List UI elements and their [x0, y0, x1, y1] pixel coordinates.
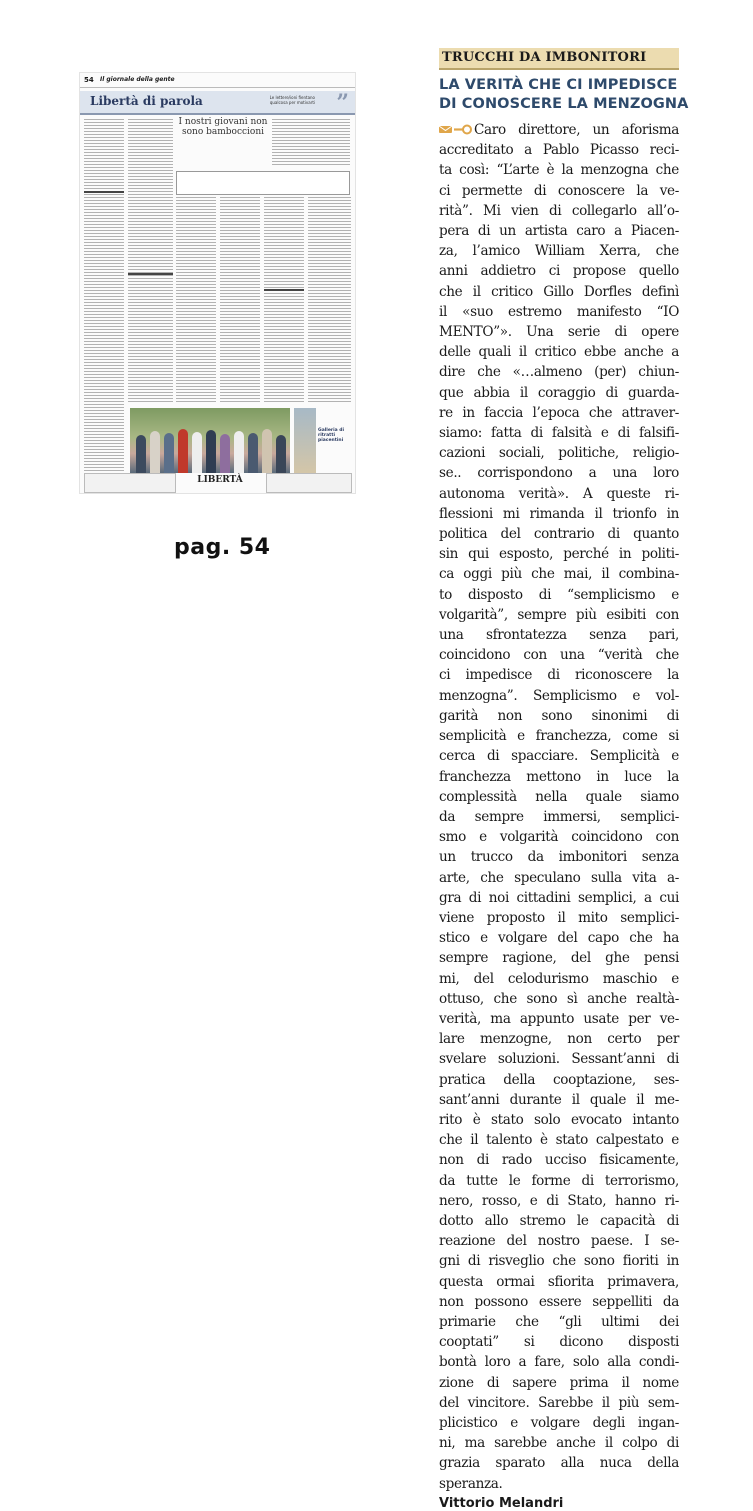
body-line: questa ormai sfiorita primavera,	[439, 1273, 679, 1290]
thumbnail-masthead	[80, 91, 355, 115]
thumbnail-column	[272, 119, 350, 167]
body-line: menzogna”. Semplicismo e vol-	[439, 687, 679, 704]
body-line: rito è stato solo evocato intanto	[439, 1111, 679, 1128]
body-line: que abbia il coraggio di guarda-	[439, 384, 679, 401]
body-line: stico e volgare del capo che ha	[439, 930, 679, 947]
thumbnail-column	[264, 197, 304, 403]
thumbnail-column	[84, 119, 124, 479]
article-signature: Vittorio Melandri	[439, 1495, 564, 1511]
body-line: nero, rosso, e di Stato, hanno ri-	[439, 1192, 679, 1209]
body-line: gra di noi cittadini semplici, a cui	[439, 889, 679, 906]
body-line: pera di un artista caro a Piacen-	[439, 223, 679, 240]
body-line: delle quali il critico ebbe anche a	[439, 344, 679, 361]
body-line: se.. corrispondono a una loro	[439, 465, 679, 482]
thumbnail-footer-logo: LIBERTÀ	[197, 475, 243, 485]
body-line: anni addietro ci propose quello	[439, 263, 679, 280]
thumbnail-letter-heading: I nostri giovani non sono bamboccioni	[178, 117, 268, 137]
body-line: gni di risveglio che sono fioriti in	[439, 1253, 679, 1270]
body-line: primarie che “gli ultimi dei	[439, 1313, 679, 1330]
body-line: plicistico e volgare degli ingan-	[439, 1415, 679, 1431]
headline-line: LA VERITÀ CHE CI IMPEDISCE	[439, 77, 678, 93]
body-line: reazione del nostro paese. I se-	[439, 1233, 679, 1250]
body-line: arte, che speculano sulla vita a-	[439, 869, 679, 886]
thumbnail-divider	[264, 289, 304, 291]
page-thumbnail	[79, 72, 356, 494]
thumbnail-top-bar	[80, 73, 355, 88]
body-line	[439, 120, 679, 140]
body-line: accreditato a Pablo Picasso reci-	[439, 142, 679, 159]
body-line: semplicità e franchezza, come si	[439, 728, 679, 745]
body-line: verità, ma appunto usate per ve-	[439, 1010, 679, 1027]
headline-line: DI CONOSCERE LA MENZOGNA	[439, 96, 689, 112]
thumbnail-column	[128, 119, 173, 404]
body-line: non di rado ucciso fisicamente,	[439, 1152, 679, 1169]
body-line-text: Caro direttore, un aforisma	[474, 122, 679, 138]
body-line: ci permette di conoscere la ve-	[439, 182, 679, 199]
body-line: garità non sono sinonimi di	[439, 707, 679, 724]
thumbnail-notice-box	[176, 171, 350, 195]
article-body	[439, 120, 679, 1494]
thumbnail-photo-caption: Galleria di ritratti piacentini	[318, 428, 344, 443]
body-line: politica del contrario di quanto	[439, 526, 679, 543]
body-line: franchezza mettono in luce la	[439, 768, 679, 785]
body-line: una sfrontatezza senza pari,	[439, 627, 679, 644]
page-label: pag. 54	[174, 535, 271, 560]
article-kicker: TRUCCHI DA IMBONITORI	[439, 48, 679, 70]
thumbnail-group-photo	[130, 408, 290, 473]
body-line: lare menzogne, non certo per	[439, 1031, 679, 1048]
thumbnail-section-subtitle: Le lettere/ioni fientano qualcosa per motivarti	[269, 95, 315, 105]
body-line: re in faccia l’epoca che attraver-	[439, 404, 679, 421]
body-line: che il critico Gillo Dorfles definì	[439, 283, 679, 300]
body-line: sempre ragione, del ghe pensi	[439, 950, 679, 967]
thumbnail-page-number: 54	[84, 76, 94, 84]
letter-arrow-icon	[439, 123, 472, 135]
thumbnail-footer-box	[266, 473, 352, 493]
body-line: za, l’amico William Xerra, che	[439, 243, 679, 260]
body-line: pratica della cooptazione, ses-	[439, 1071, 679, 1088]
body-line: cooptati” si dicono disposti	[439, 1334, 679, 1351]
body-line: un trucco da imbonitori senza	[439, 849, 679, 866]
body-line: svelare soluzioni. Sessant’anni di	[439, 1051, 679, 1068]
body-line: da tutte le forme di terrorismo,	[439, 1172, 679, 1189]
body-line: MENTO”». Una serie di opere	[439, 324, 679, 341]
body-line: dotto allo stremo le capacità di	[439, 1212, 679, 1229]
body-line: ni, ma sarebbe anche il colpo di	[439, 1435, 679, 1452]
body-line: coincidono con una “verità che	[439, 647, 679, 664]
thumbnail-portrait-photo	[294, 408, 316, 473]
body-line: autonoma verità». A queste ri-	[439, 485, 679, 502]
body-line: zione di sapere prima il nome	[439, 1374, 679, 1391]
body-line: viene proposto il mito semplici-	[439, 909, 679, 926]
body-line: ci impedisce di riconoscere la	[439, 667, 679, 684]
thumbnail-divider	[84, 191, 124, 193]
body-line: volgarità”, sempre più esibiti con	[439, 606, 679, 623]
quote-mark-icon: ”	[336, 90, 349, 116]
thumbnail-paper-name: Il giornale della gente	[100, 76, 175, 83]
article-headline	[439, 76, 689, 114]
body-line: to disposto di “semplicismo e	[439, 586, 679, 603]
body-line: smo e volgarità coincidono con	[439, 829, 679, 846]
body-line: bontà loro a fare, solo alla condi-	[439, 1354, 679, 1371]
body-line: speranza.	[439, 1475, 503, 1492]
body-line: ca oggi più che mai, il combina-	[439, 566, 679, 583]
body-line: sin qui esposto, perché in politi-	[439, 546, 679, 563]
thumbnail-column	[308, 197, 351, 403]
letter-article	[439, 48, 689, 1511]
body-line: ta così: “L’arte è la menzogna che	[439, 162, 679, 179]
body-line: sant’anni durante il quale il me-	[439, 1091, 679, 1108]
body-line: rità”. Mi vien di collegarlo all’o-	[439, 202, 679, 219]
body-line: flessioni mi rimanda il trionfo in	[439, 505, 679, 522]
body-line: dire che «…almeno (per) chiun-	[439, 364, 679, 381]
body-line: da sempre immersi, semplici-	[439, 808, 679, 825]
body-line: non possono essere seppelliti da	[439, 1293, 679, 1310]
thumbnail-divider	[128, 273, 173, 275]
body-line: cerca di spacciare. Semplicità e	[439, 748, 679, 765]
thumbnail-column	[176, 197, 216, 403]
body-line: che il talento è stato calpestato e	[439, 1132, 679, 1149]
thumbnail-footer-box	[84, 473, 176, 493]
thumbnail-column	[220, 197, 260, 403]
body-line: cazioni sociali, politiche, religio-	[439, 445, 679, 462]
body-line: mi, del celodurismo maschio e	[439, 970, 679, 987]
body-line: il «suo estremo manifesto “IO	[439, 303, 679, 320]
body-line: siamo: fatta di falsità e di falsifi-	[439, 425, 679, 442]
body-line: ottuso, che sono sì anche realtà-	[439, 990, 679, 1007]
body-line: del vincitore. Sarebbe il più sem-	[439, 1394, 679, 1411]
thumbnail-section-title: Libertà di parola	[90, 94, 203, 108]
body-line: complessità nella quale siamo	[439, 788, 679, 805]
body-line: grazia sparato alla nuca della	[439, 1455, 679, 1472]
